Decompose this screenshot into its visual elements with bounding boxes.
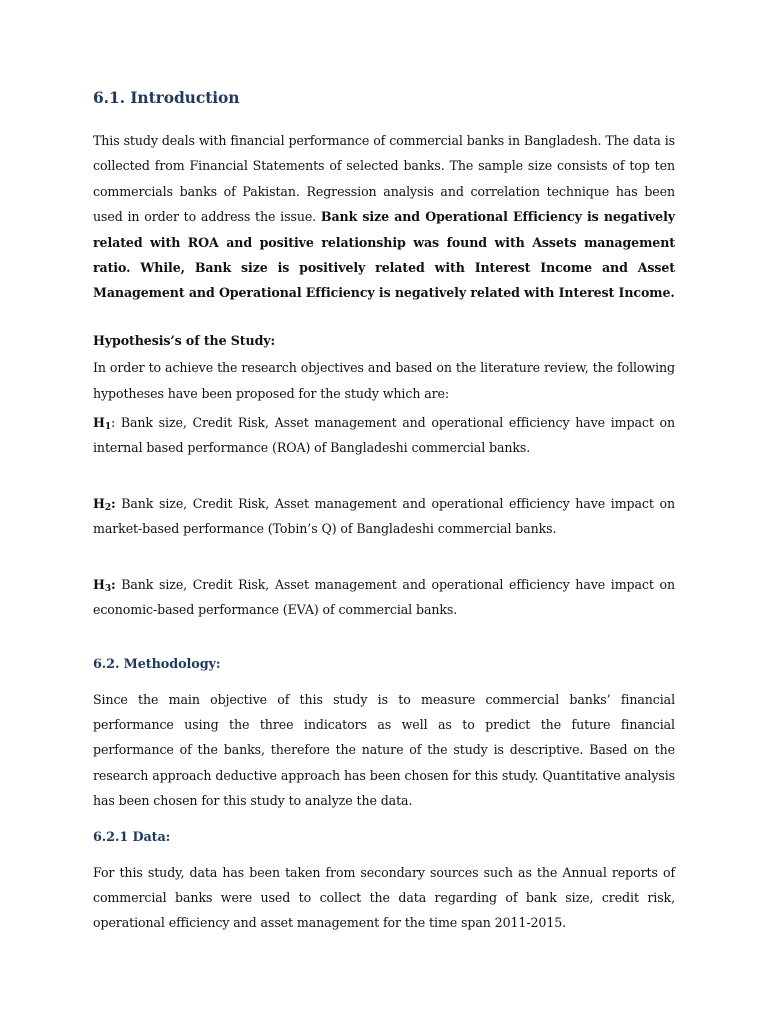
introduction-text: This study deals with financial performance of commercial banks in Bangladesh. The data is collected from Financial Statements of selected banks. The sample size consists of top ten commercials banks of Pakistan. Regression analysis and correlation technique has been used in order to address the issue.	[93, 133, 675, 225]
hypothesis-3	[93, 572, 675, 623]
data-heading: 6.2.1 Data:	[93, 829, 171, 845]
methodology-heading: 6.2. Methodology:	[93, 656, 221, 672]
hypothesis-label: $H_1$	[93, 415, 111, 433]
hypothesis-text: Bank size, Credit Risk, Asset management and operational efficiency have impact on economic-based performance (EVA) of commercial banks.	[93, 576, 675, 618]
methodology-paragraph: Since the main objective of this study is to measure commercial banks’ financial performance using the three indicators as well as to predict the future financial performance of the banks, therefore the nature of the study is descriptive. Based on the research approach deductive approach has been chosen for this study. Quantitative analysis has been chosen for this study to analyze the data.	[93, 691, 675, 809]
hypothesis-text: Bank size, Credit Risk, Asset management and operational efficiency have impact on market-based performance (Tobin’s Q) of Bangladeshi commercial banks.	[93, 495, 675, 537]
hypothesis-label: $H_2$:	[93, 495, 116, 513]
hypothesis-2	[93, 491, 675, 542]
data-paragraph: For this study, data has been taken from secondary sources such as the Annual reports of commercial banks were used to collect the data regarding of bank size, credit risk, operational efficiency and asset management for the time span 2011-2015.	[93, 864, 675, 931]
hypothesis-label: $H_3$:	[93, 576, 116, 594]
document-body	[93, 86, 675, 936]
hypotheses-title: Hypothesis’s of the Study:	[93, 332, 276, 348]
introduction-heading: 6.1. Introduction	[93, 88, 240, 107]
hypotheses-intro: In order to achieve the research objectives and based on the literature review, the following hypotheses have been proposed for the study which are:	[93, 360, 675, 401]
introduction-findings-bold: Bank size and Operational Efficiency is negatively related with ROA and positive relationship was found with Assets management ratio. While, Bank size is positively related with Interest Income and Asset Management and Operational Efficiency is negatively related with Interest Income.	[93, 209, 676, 301]
introduction-paragraph	[93, 128, 675, 306]
hypothesis-1: $H_1$: Bank size, Credit Risk, Asset management and operational efficiency have impact on internal based performance (ROA) of Bangladeshi commercial banks.	[93, 415, 675, 456]
hypothesis-text: Bank size, Credit Risk, Asset management and operational efficiency have impact on internal based performance (ROA) of Bangladeshi commercial banks.	[93, 415, 675, 456]
